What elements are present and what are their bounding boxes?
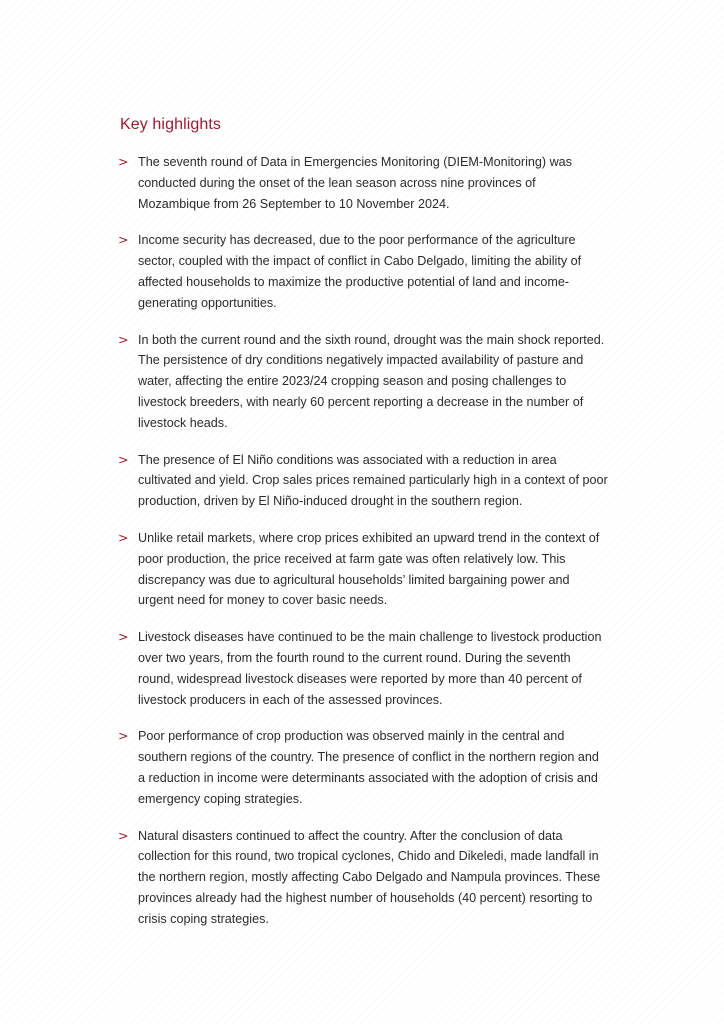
list-item: [118, 230, 608, 313]
list-item-text: Natural disasters continued to affect the country. After the conclusion of data collection for this round, two tropical cyclones, Chido and Dikeledi, made landfall in the northern region, mostly affecting Cabo Delgado and Nampula provinces. These provinces already had the highest number of households (40 percent) resorting to crisis coping strategies.: [138, 828, 601, 926]
list-item-text: The seventh round of Data in Emergencies Monitoring (DIEM-Monitoring) was conducted during the onset of the lean season across nine provinces of Mozambique from 26 September to 10 November 2024.: [138, 155, 572, 211]
chevron-right-icon: >: [118, 827, 129, 843]
section-heading: Key highlights: [120, 116, 222, 133]
list-item-text: Unlike retail markets, where crop prices exhibited an upward trend in the context of poor production, the price received at farm gate was often relatively low. This discrepancy was due to agricultural households’ limited bargaining power and urgent need for money to cover basic needs.: [138, 530, 600, 608]
chevron-right-icon: >: [118, 331, 129, 347]
highlights-list: [118, 152, 608, 946]
chevron-right-icon: >: [118, 728, 129, 744]
chevron-right-icon: >: [118, 451, 129, 467]
list-item: [118, 726, 608, 809]
list-item: [118, 330, 608, 434]
list-item-text: Income security has decreased, due to the poor performance of the agriculture sector, coupled with the impact of conflict in Cabo Delgado, limiting the ability of affected households to maximize the productive potential of land and income-generating opportunities.: [138, 233, 582, 310]
list-item: [118, 528, 608, 611]
list-item: [118, 152, 608, 214]
chevron-right-icon: >: [118, 629, 129, 645]
list-item: [118, 627, 608, 710]
list-item-text: Poor performance of crop production was observed mainly in the central and southern regions of the country. The presence of conflict in the northern region and a reduction in income were determinants associated with the adoption of crisis and emergency coping strategies.: [138, 729, 599, 806]
list-item-text: The presence of El Niño conditions was associated with a reduction in area cultivated and yield. Crop sales prices remained particularly high in a context of poor production, driven by El Niño-induced drought in the southern region.: [138, 452, 608, 509]
chevron-right-icon: >: [118, 154, 129, 169]
chevron-right-icon: >: [118, 232, 129, 248]
list-item-text: Livestock diseases have continued to be the main challenge to livestock production over two years, from the fourth round to the current round. During the seventh round, widespread livestock diseases were reported by more than 40 percent of livestock producers in each of the assessed provinces.: [138, 630, 602, 707]
chevron-right-icon: >: [118, 529, 129, 545]
list-item: [118, 450, 608, 512]
list-item-text: In both the current round and the sixth round, drought was the main shock reported. The persistence of dry conditions negatively impacted availability of pasture and water, affecting the entire 2023/24 cropping season and posing challenges to livestock breeders, with nearly 60 percent reporting a decrease in the number of livestock heads.: [138, 332, 605, 430]
list-item: [118, 826, 608, 930]
